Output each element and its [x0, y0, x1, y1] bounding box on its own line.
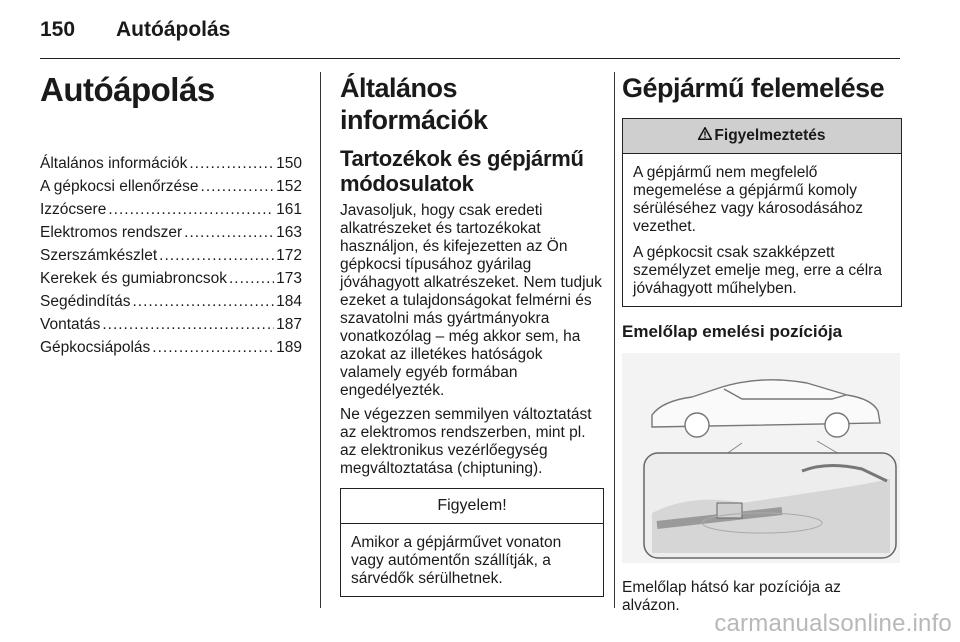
toc-entry[interactable] [40, 152, 302, 175]
column-divider [614, 72, 615, 608]
toc-leader-dots [108, 198, 274, 221]
warning-header [623, 119, 901, 154]
section-title: Gépjármű felemelése [622, 73, 885, 103]
vehicle-lifting-column [622, 72, 902, 615]
toc-leader-dots [102, 313, 274, 336]
column-divider [320, 72, 321, 608]
toc-entry[interactable] [40, 290, 302, 313]
toc-entry-title: Általános információk [40, 155, 188, 172]
toc-entry[interactable] [40, 336, 302, 359]
toc-entry-title: Gépkocsiápolás [40, 339, 151, 356]
section-title: Általános információk [340, 73, 488, 135]
paragraph: Javasoljuk, hogy csak eredeti alkatrészeket és tartozékokat használjon, és kifejezetten az Ön gépkocsi típusához gyárilag jóváhagyott alkatrészeket. Nem tudjuk ezeket a tulajdonságokat felmérni és szavatolni más gyártmányokra vonatkozólag – még akkor sem, ha azokat az illetékes hatóságok valamely egyéb formában engedélyezték. [340, 202, 602, 399]
warning-title: Figyelmeztetés [714, 127, 826, 144]
toc-entry-page: 187 [276, 316, 302, 333]
toc-leader-dots [159, 244, 274, 267]
paragraph: Ne végezzen semmilyen változtatást az elektromos rendszerben, mint pl. az elektronikus vezérlőegység megváltoztatása (chiptuning). [340, 406, 592, 477]
toc-leader-dots [133, 290, 275, 313]
toc-entry-page: 184 [276, 293, 302, 310]
page-number: 150 [40, 18, 76, 41]
toc-entry-title: A gépkocsi ellenőrzése [40, 178, 199, 195]
general-info-column [340, 72, 604, 597]
toc-column [40, 72, 302, 359]
running-title: Autóápolás [116, 18, 231, 41]
notice-box [340, 488, 604, 597]
toc-entry-page: 161 [276, 201, 302, 218]
toc-leader-dots [201, 175, 275, 198]
toc-leader-dots [184, 221, 274, 244]
car-outline-icon [652, 380, 880, 437]
toc-entry-title: Szerszámkészlet [40, 247, 158, 264]
warning-text: A gépkocsit csak szakképzett személyzet emelje meg, erre a célra jóváhagyott műhelyben. [633, 244, 882, 297]
toc-leader-dots [229, 267, 274, 290]
toc-leader-dots [152, 336, 274, 359]
toc-entry-title: Kerekek és gumiabroncsok [40, 270, 227, 287]
chapter-title: Autóápolás [40, 71, 215, 108]
toc-entry-page: 172 [276, 247, 302, 264]
toc-entry[interactable] [40, 198, 302, 221]
toc-entry[interactable] [40, 221, 302, 244]
subsection-title: Tartozékok és gépjármű módosulatok [340, 146, 584, 196]
notice-text: Amikor a gépjárművet vonaton vagy autómentőn szállítják, a sárvédők sérülhetnek. [351, 534, 562, 587]
jack-position-illustration [622, 353, 900, 563]
notice-title: Figyelem! [341, 489, 603, 524]
toc-entry-page: 150 [276, 155, 302, 172]
toc-entry[interactable] [40, 267, 302, 290]
jack-position-heading: Emelőlap emelési pozíciója [622, 322, 843, 341]
toc-leader-dots [189, 152, 274, 175]
toc-entry-title: Vontatás [40, 316, 101, 333]
toc-entry-page: 163 [276, 224, 302, 241]
toc-entry[interactable] [40, 244, 302, 267]
warning-text: A gépjármű nem megfelelő megemelése a gépjármű komoly sérüléséhez vagy károsodásához vezethet. [633, 164, 864, 235]
toc-entry[interactable] [40, 313, 302, 336]
toc-entry-title: Segédindítás [40, 293, 131, 310]
toc-entry-page: 189 [276, 339, 302, 356]
warning-triangle-icon [698, 127, 712, 144]
watermark: carmanualsonline.info [714, 610, 952, 637]
figure-caption: Emelőlap hátsó kar pozíciója az alvázon. [622, 579, 841, 614]
toc-entry-title: Elektromos rendszer [40, 224, 183, 241]
toc-entry-page: 173 [276, 270, 302, 287]
warning-box [622, 118, 902, 307]
table-of-contents [40, 152, 302, 359]
toc-entry-title: Izzócsere [40, 201, 107, 218]
toc-entry[interactable] [40, 175, 302, 198]
toc-entry-page: 152 [276, 178, 302, 195]
page-header [40, 18, 900, 59]
